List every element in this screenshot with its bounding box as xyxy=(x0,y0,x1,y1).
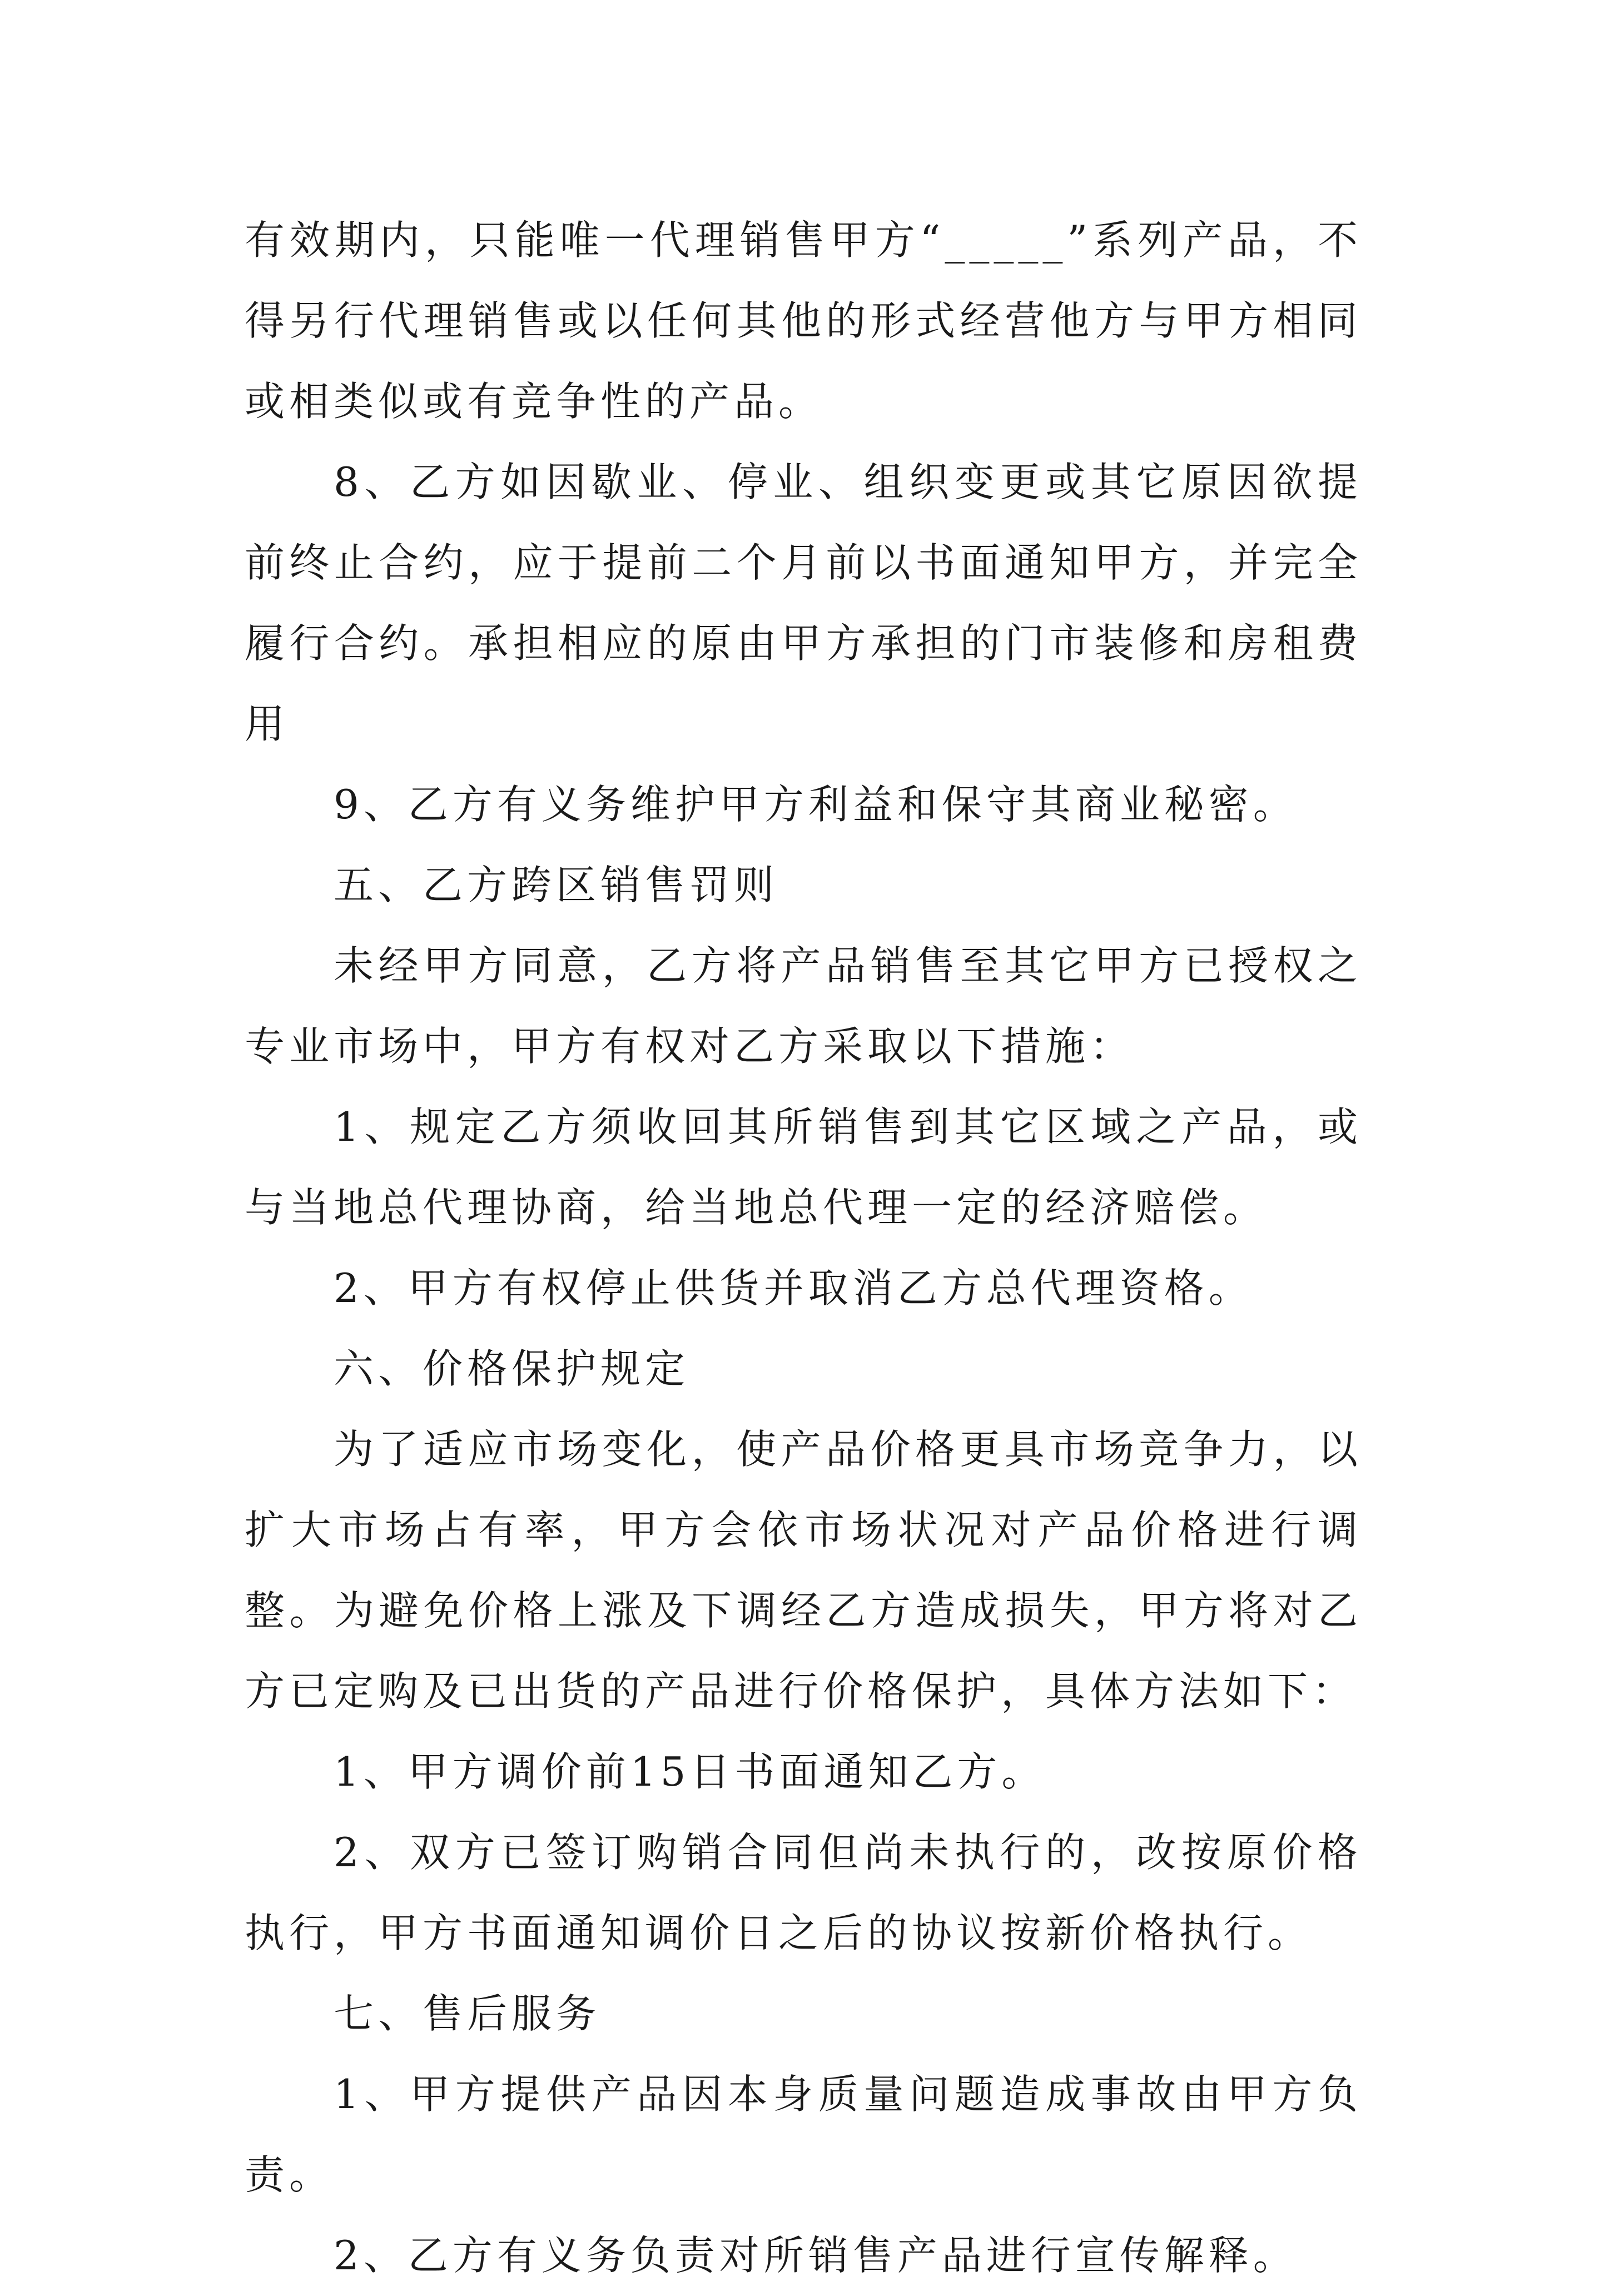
paragraph-penalty-2: 2、甲方有权停止供货并取消乙方总代理资格。 xyxy=(334,1265,1253,1311)
section-heading-after-sales: 七、售后服务 xyxy=(334,1990,601,2037)
paragraph-price-protection-2: 2、双方已签订购销合同但尚未执行的，改按原价格执行，甲方书面通知调价日之后的协议按新价格执行。 xyxy=(245,1829,1362,1956)
paragraph-exclusive-agency-continued: 有效期内，只能唯一代理销售甲方“_____”系列产品，不得另行代理销售或以任何其他的形式经营他方与甲方相同或相类似或有竞争性的产品。 xyxy=(245,217,1362,425)
paragraph-clause-9-confidentiality: 9、乙方有义务维护甲方利益和保守其商业秘密。 xyxy=(334,781,1298,828)
document-body xyxy=(245,200,1362,2296)
paragraph-after-sales-2: 2、乙方有义务负责对所销售产品进行宣传解释。 xyxy=(334,2232,1298,2279)
paragraph-clause-8-termination: 8、乙方如因歇业、停业、组织变更或其它原因欲提前终止合约，应于提前二个月前以书面通知甲方，并完全履行合约。承担相应的原由甲方承担的门市装修和房租费用 xyxy=(245,459,1362,747)
paragraph-penalty-1: 1、规定乙方须收回其所销售到其它区域之产品，或与当地总代理协商，给当地总代理一定的经济赔偿。 xyxy=(245,1104,1362,1231)
section-heading-cross-region-penalty: 五、乙方跨区销售罚则 xyxy=(334,862,779,908)
paragraph-price-protection-1: 1、甲方调价前15日书面通知乙方。 xyxy=(334,1748,1046,1795)
paragraph-cross-region-intro: 未经甲方同意，乙方将产品销售至其它甲方已授权之专业市场中，甲方有权对乙方采取以下措施： xyxy=(245,942,1362,1070)
paragraph-price-protection-intro: 为了适应市场变化，使产品价格更具市场竞争力，以扩大市场占有率，甲方会依市场状况对产品价格进行调整。为避免价格上涨及下调经乙方造成损失，甲方将对乙方已定购及已出货的产品进行价格保护，具体方法如下： xyxy=(245,1426,1362,1714)
section-heading-price-protection: 六、价格保护规定 xyxy=(334,1345,690,1392)
paragraph-after-sales-1: 1、甲方提供产品因本身质量问题造成事故由甲方负责。 xyxy=(245,2071,1362,2198)
